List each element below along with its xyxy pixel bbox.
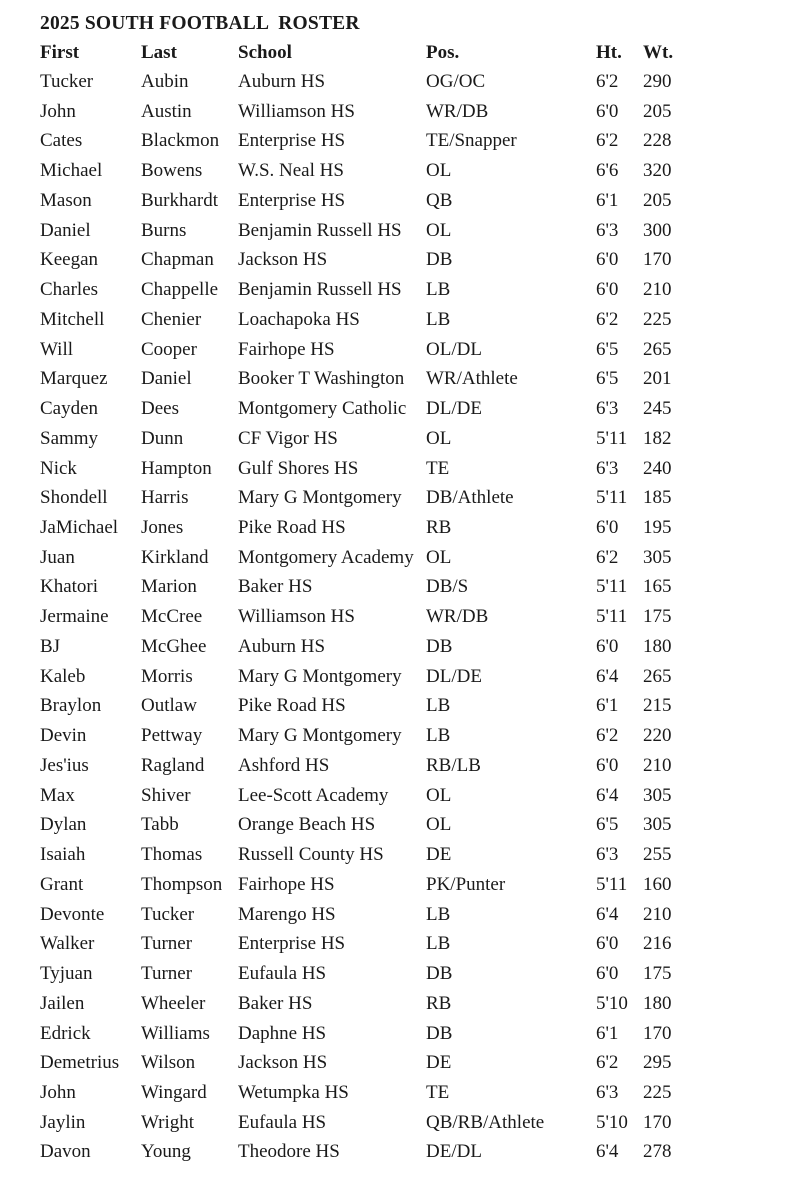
player-last-name: Wingard [141, 1081, 207, 1103]
player-last-name: Thompson [141, 873, 223, 895]
player-height: 6'0 [596, 249, 619, 271]
table-row [40, 1048, 700, 1078]
player-weight: 305 [643, 546, 672, 568]
player-school: Booker T Washington [238, 368, 405, 390]
player-last-name: Wilson [141, 1052, 196, 1074]
player-height: 5'11 [596, 576, 628, 598]
player-last-name: Dunn [141, 427, 184, 449]
player-weight: 170 [643, 1111, 672, 1133]
player-position: DB [426, 635, 453, 657]
player-height: 6'5 [596, 338, 619, 360]
player-position: OL [426, 546, 452, 568]
player-height: 6'1 [596, 189, 619, 211]
player-weight: 205 [643, 189, 672, 211]
player-last-name: Bowens [141, 160, 203, 182]
roster-body [40, 67, 700, 1167]
player-position: DB [426, 1022, 453, 1044]
player-weight: 180 [643, 635, 672, 657]
table-row [40, 305, 700, 335]
player-school: Auburn HS [238, 635, 326, 657]
table-row [40, 781, 700, 811]
player-school: Jackson HS [238, 249, 328, 271]
player-first-name: Kaleb [40, 665, 86, 687]
player-position: DE [426, 844, 452, 866]
table-row [40, 632, 700, 662]
player-first-name: Charles [40, 279, 99, 301]
table-row [40, 1108, 700, 1138]
player-weight: 300 [643, 219, 672, 241]
player-first-name: Juan [40, 546, 75, 568]
table-row [40, 662, 700, 692]
player-weight: 210 [643, 754, 672, 776]
player-last-name: Austin [141, 100, 192, 122]
player-school: Eufaula HS [238, 963, 327, 985]
player-first-name: JaMichael [40, 517, 119, 539]
player-first-name: Mitchell [40, 308, 105, 330]
player-first-name: John [40, 100, 76, 122]
player-school: CF Vigor HS [238, 427, 338, 449]
player-last-name: Shiver [141, 784, 191, 806]
player-height: 5'11 [596, 873, 628, 895]
player-weight: 175 [643, 606, 672, 628]
player-height: 6'4 [596, 665, 619, 687]
player-first-name: Devin [40, 725, 87, 747]
player-position: LB [426, 933, 451, 955]
player-last-name: Dees [141, 398, 179, 420]
column-header-height: Ht. [596, 42, 622, 63]
player-position: OL/DL [426, 338, 482, 360]
player-height: 6'2 [596, 130, 619, 152]
player-school: Russell County HS [238, 844, 384, 866]
table-row [40, 721, 700, 751]
player-first-name: BJ [40, 635, 61, 657]
player-position: LB [426, 308, 451, 330]
player-position: TE [426, 457, 450, 479]
player-weight: 185 [643, 487, 672, 509]
player-weight: 225 [643, 1081, 672, 1103]
table-row [40, 126, 700, 156]
player-height: 6'6 [596, 160, 619, 182]
column-header-first: First [40, 42, 80, 63]
player-first-name: Walker [40, 933, 95, 955]
player-weight: 216 [643, 933, 672, 955]
player-position: DE [426, 1052, 452, 1074]
player-school: Pike Road HS [238, 695, 346, 717]
player-first-name: Michael [40, 160, 103, 182]
table-row [40, 216, 700, 246]
player-height: 6'5 [596, 814, 619, 836]
player-last-name: Chapman [141, 249, 214, 271]
player-position: TE/Snapper [426, 130, 517, 152]
player-weight: 278 [643, 1141, 672, 1163]
table-row [40, 1137, 700, 1167]
player-height: 6'2 [596, 725, 619, 747]
player-school: Fairhope HS [238, 873, 335, 895]
player-first-name: Tucker [40, 71, 94, 92]
player-weight: 180 [643, 992, 672, 1014]
player-last-name: Tabb [141, 814, 179, 836]
player-first-name: Khatori [40, 576, 99, 598]
table-row [40, 156, 700, 186]
player-last-name: Burkhardt [141, 189, 219, 211]
player-weight: 210 [643, 903, 672, 925]
table-row [40, 691, 700, 721]
player-weight: 320 [643, 160, 672, 182]
player-first-name: Braylon [40, 695, 102, 717]
player-height: 6'0 [596, 279, 619, 301]
player-height: 5'11 [596, 487, 628, 509]
player-height: 6'3 [596, 398, 619, 420]
player-school: Benjamin Russell HS [238, 279, 402, 301]
player-weight: 170 [643, 1022, 672, 1044]
player-weight: 305 [643, 784, 672, 806]
player-school: Williamson HS [238, 606, 355, 628]
player-weight: 305 [643, 814, 672, 836]
header-row [40, 38, 700, 67]
player-first-name: Keegan [40, 249, 99, 271]
player-last-name: Pettway [141, 725, 203, 747]
player-school: Ashford HS [238, 754, 330, 776]
table-row [40, 335, 700, 365]
player-height: 6'2 [596, 1052, 619, 1074]
player-last-name: Chenier [141, 308, 202, 330]
player-weight: 245 [643, 398, 672, 420]
player-last-name: Marion [141, 576, 197, 598]
player-first-name: Cates [40, 130, 83, 152]
player-weight: 182 [643, 427, 672, 449]
player-last-name: McGhee [141, 635, 207, 657]
player-first-name: Tyjuan [40, 963, 93, 985]
player-last-name: Blackmon [141, 130, 220, 152]
player-school: Fairhope HS [238, 338, 335, 360]
player-height: 6'0 [596, 517, 619, 539]
player-position: PK/Punter [426, 873, 506, 895]
table-row [40, 900, 700, 930]
player-first-name: Devonte [40, 903, 105, 925]
player-first-name: Will [40, 338, 74, 360]
column-header-weight: Wt. [643, 42, 674, 63]
table-row [40, 543, 700, 573]
player-height: 6'0 [596, 933, 619, 955]
player-position: RB/LB [426, 754, 481, 776]
player-position: OL [426, 219, 452, 241]
player-last-name: Cooper [141, 338, 197, 360]
table-row [40, 929, 700, 959]
player-position: RB [426, 992, 452, 1014]
player-position: OL [426, 814, 452, 836]
player-height: 6'2 [596, 71, 619, 92]
player-weight: 265 [643, 338, 672, 360]
player-weight: 290 [643, 71, 672, 92]
player-height: 6'4 [596, 903, 619, 925]
player-height: 6'1 [596, 695, 619, 717]
player-first-name: Edrick [40, 1022, 91, 1044]
player-position: WR/DB [426, 100, 489, 122]
player-position: WR/Athlete [426, 368, 518, 390]
player-position: LB [426, 725, 451, 747]
player-school: Orange Beach HS [238, 814, 376, 836]
player-first-name: Shondell [40, 487, 108, 509]
player-school: Mary G Montgomery [238, 487, 402, 509]
player-last-name: Williams [141, 1022, 210, 1044]
table-row [40, 870, 700, 900]
player-height: 6'2 [596, 546, 619, 568]
player-first-name: Demetrius [40, 1052, 120, 1074]
player-weight: 195 [643, 517, 672, 539]
player-first-name: Grant [40, 873, 84, 895]
table-row [40, 989, 700, 1019]
player-school: Enterprise HS [238, 130, 346, 152]
player-position: DL/DE [426, 398, 482, 420]
table-row [40, 1078, 700, 1108]
table-row [40, 751, 700, 781]
player-school: Eufaula HS [238, 1111, 327, 1133]
player-last-name: Wheeler [141, 992, 206, 1014]
player-position: OL [426, 427, 452, 449]
player-weight: 205 [643, 100, 672, 122]
player-school: Baker HS [238, 992, 313, 1014]
player-school: Loachapoka HS [238, 308, 360, 330]
player-weight: 240 [643, 457, 672, 479]
table-row [40, 572, 700, 602]
player-first-name: Max [40, 784, 75, 806]
player-weight: 160 [643, 873, 672, 895]
player-last-name: Aubin [141, 71, 189, 92]
player-first-name: Isaiah [40, 844, 86, 866]
player-school: Baker HS [238, 576, 313, 598]
player-height: 6'3 [596, 844, 619, 866]
player-position: TE [426, 1081, 450, 1103]
player-last-name: Young [141, 1141, 191, 1163]
player-weight: 255 [643, 844, 672, 866]
player-position: DB/Athlete [426, 487, 514, 509]
player-position: LB [426, 903, 451, 925]
player-school: Marengo HS [238, 903, 336, 925]
player-last-name: Daniel [141, 368, 192, 390]
table-row [40, 97, 700, 127]
player-position: DE/DL [426, 1141, 482, 1163]
player-first-name: Davon [40, 1141, 91, 1163]
player-height: 6'3 [596, 1081, 619, 1103]
player-height: 6'0 [596, 754, 619, 776]
player-last-name: Outlaw [141, 695, 197, 717]
player-school: Mary G Montgomery [238, 665, 402, 687]
table-row [40, 245, 700, 275]
player-height: 6'0 [596, 100, 619, 122]
table-row [40, 513, 700, 543]
player-height: 6'3 [596, 219, 619, 241]
player-first-name: Jes'ius [40, 754, 89, 776]
player-first-name: Nick [40, 457, 77, 479]
player-first-name: Cayden [40, 398, 99, 420]
player-school: Daphne HS [238, 1022, 327, 1044]
player-position: LB [426, 279, 451, 301]
table-row [40, 959, 700, 989]
player-weight: 295 [643, 1052, 672, 1074]
player-last-name: Chappelle [141, 279, 219, 301]
player-school: Enterprise HS [238, 933, 346, 955]
player-school: Auburn HS [238, 71, 326, 92]
player-school: Theodore HS [238, 1141, 340, 1163]
player-first-name: Dylan [40, 814, 87, 836]
player-first-name: John [40, 1081, 76, 1103]
table-row [40, 424, 700, 454]
player-school: Gulf Shores HS [238, 457, 359, 479]
player-height: 6'5 [596, 368, 619, 390]
player-last-name: Turner [141, 933, 193, 955]
player-weight: 210 [643, 279, 672, 301]
table-row [40, 394, 700, 424]
player-position: RB [426, 517, 452, 539]
player-position: OL [426, 784, 452, 806]
player-last-name: Ragland [141, 754, 205, 776]
player-weight: 225 [643, 308, 672, 330]
player-position: DB [426, 249, 453, 271]
player-last-name: Burns [141, 219, 187, 241]
player-school: Pike Road HS [238, 517, 346, 539]
player-last-name: Wright [141, 1111, 195, 1133]
player-position: DB [426, 963, 453, 985]
player-weight: 220 [643, 725, 672, 747]
roster-document [40, 10, 780, 1167]
player-last-name: Morris [141, 665, 193, 687]
player-position: DL/DE [426, 665, 482, 687]
player-first-name: Sammy [40, 427, 99, 449]
player-weight: 201 [643, 368, 672, 390]
player-last-name: Kirkland [141, 546, 209, 568]
player-first-name: Jaylin [40, 1111, 86, 1133]
player-school: Lee-Scott Academy [238, 784, 389, 806]
player-weight: 215 [643, 695, 672, 717]
player-weight: 170 [643, 249, 672, 271]
table-row [40, 1019, 700, 1049]
player-school: Wetumpka HS [238, 1081, 349, 1103]
player-height: 5'11 [596, 606, 628, 628]
player-height: 6'1 [596, 1022, 619, 1044]
player-last-name: Thomas [141, 844, 203, 866]
table-row [40, 840, 700, 870]
table-row [40, 275, 700, 305]
roster-title: 2025 SOUTH FOOTBALL ROSTER [40, 13, 360, 34]
player-last-name: Turner [141, 963, 193, 985]
player-first-name: Jailen [40, 992, 85, 1014]
table-row [40, 364, 700, 394]
player-position: LB [426, 695, 451, 717]
player-last-name: Harris [141, 487, 189, 509]
player-position: QB/RB/Athlete [426, 1111, 545, 1133]
player-last-name: Tucker [141, 903, 195, 925]
player-weight: 265 [643, 665, 672, 687]
player-height: 5'10 [596, 992, 628, 1014]
player-school: W.S. Neal HS [238, 160, 344, 182]
player-last-name: Jones [141, 517, 184, 539]
table-row [40, 483, 700, 513]
player-school: Jackson HS [238, 1052, 328, 1074]
player-height: 6'0 [596, 963, 619, 985]
player-first-name: Jermaine [40, 606, 109, 628]
column-header-position: Pos. [426, 42, 460, 63]
player-last-name: Hampton [141, 457, 212, 479]
player-position: DB/S [426, 576, 469, 598]
column-header-school: School [238, 42, 292, 63]
player-height: 6'3 [596, 457, 619, 479]
player-position: WR/DB [426, 606, 489, 628]
player-weight: 228 [643, 130, 672, 152]
player-school: Montgomery Catholic [238, 398, 407, 420]
player-height: 6'4 [596, 1141, 619, 1163]
table-row [40, 810, 700, 840]
player-height: 6'4 [596, 784, 619, 806]
player-height: 5'10 [596, 1111, 628, 1133]
player-height: 6'2 [596, 308, 619, 330]
table-row [40, 67, 700, 97]
player-school: Montgomery Academy [238, 546, 414, 568]
player-position: QB [426, 189, 453, 211]
column-header-last: Last [141, 42, 177, 63]
player-position: OG/OC [426, 71, 486, 92]
player-first-name: Daniel [40, 219, 91, 241]
player-position: OL [426, 160, 452, 182]
player-school: Williamson HS [238, 100, 355, 122]
player-height: 6'0 [596, 635, 619, 657]
player-weight: 165 [643, 576, 672, 598]
roster-table [40, 38, 700, 1167]
player-first-name: Marquez [40, 368, 108, 390]
table-row [40, 454, 700, 484]
player-school: Benjamin Russell HS [238, 219, 402, 241]
table-row [40, 602, 700, 632]
player-school: Enterprise HS [238, 189, 346, 211]
player-weight: 175 [643, 963, 672, 985]
player-height: 5'11 [596, 427, 628, 449]
player-first-name: Mason [40, 189, 92, 211]
table-row [40, 186, 700, 216]
player-last-name: McCree [141, 606, 203, 628]
player-school: Mary G Montgomery [238, 725, 402, 747]
